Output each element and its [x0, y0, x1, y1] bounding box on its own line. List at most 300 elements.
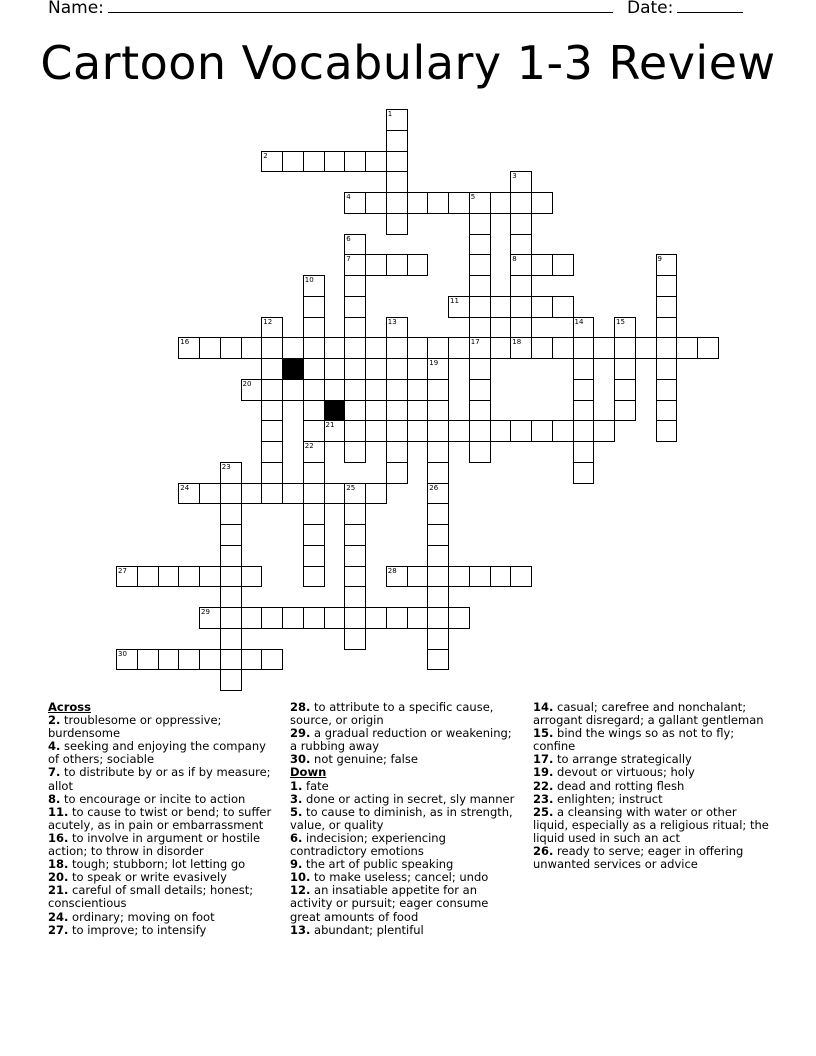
grid-cell[interactable]	[220, 337, 242, 359]
grid-cell[interactable]	[386, 358, 408, 380]
grid-cell[interactable]	[510, 234, 532, 256]
grid-cell[interactable]	[427, 337, 449, 359]
grid-cell[interactable]	[365, 420, 387, 442]
grid-cell[interactable]	[510, 296, 532, 318]
grid-cell[interactable]	[573, 441, 595, 463]
grid-cell[interactable]	[635, 337, 657, 359]
grid-cell[interactable]	[407, 337, 429, 359]
name-line[interactable]	[108, 0, 613, 13]
across-clue	[48, 740, 278, 766]
grid-cell[interactable]	[510, 275, 532, 297]
grid-cell[interactable]	[344, 296, 366, 318]
clue-text: to attribute to a specific cause, source, or origin	[290, 700, 494, 728]
grid-cell[interactable]	[365, 151, 387, 173]
grid-cell[interactable]	[158, 566, 180, 588]
clue-number: 8.	[48, 791, 61, 806]
grid-cell[interactable]	[469, 441, 491, 463]
grid-cell[interactable]	[220, 483, 242, 505]
grid-cell[interactable]	[510, 192, 532, 214]
grid-cell[interactable]	[386, 213, 408, 235]
across-clue	[290, 727, 522, 753]
grid-block	[282, 358, 304, 380]
grid-cell[interactable]	[261, 441, 283, 463]
grid-cell[interactable]	[241, 649, 263, 671]
grid-cell[interactable]	[656, 275, 678, 297]
grid-cell[interactable]	[386, 607, 408, 629]
grid-cell[interactable]	[469, 275, 491, 297]
grid-cell[interactable]	[158, 649, 180, 671]
clue-text: casual; carefree and nonchalant; arrogant disregard; a gallant gentleman	[533, 700, 764, 728]
clue-text: seeking and enjoying the company of others; sociable	[48, 739, 266, 767]
clue-text: to speak or write evasively	[68, 870, 227, 885]
grid-cell[interactable]	[552, 296, 574, 318]
clue-number: 25.	[533, 804, 554, 819]
grid-cell[interactable]	[448, 566, 470, 588]
grid-cell[interactable]	[344, 586, 366, 608]
grid-number: 8	[512, 255, 517, 264]
grid-cell[interactable]	[303, 566, 325, 588]
clue-number: 7.	[48, 765, 61, 780]
clue-text: to arrange strategically	[553, 752, 692, 767]
grid-cell[interactable]	[303, 317, 325, 339]
grid-cell[interactable]	[469, 317, 491, 339]
clue-text: to improve; to intensify	[68, 922, 207, 937]
across-clue	[48, 806, 278, 832]
clue-text: bind the wings so as not to fly; confine	[533, 726, 735, 754]
grid-cell[interactable]	[552, 420, 574, 442]
grid-cell[interactable]	[220, 566, 242, 588]
grid-cell[interactable]	[303, 358, 325, 380]
grid-number: 7	[346, 255, 351, 264]
clue-text: fate	[302, 778, 329, 793]
grid-cell[interactable]	[448, 420, 470, 442]
grid-cell[interactable]	[261, 607, 283, 629]
grid-number: 15	[616, 317, 625, 326]
clue-number: 3.	[290, 791, 303, 806]
grid-cell[interactable]	[407, 566, 429, 588]
grid-cell[interactable]	[427, 649, 449, 671]
grid-cell[interactable]	[199, 649, 221, 671]
clue-text: to cause to twist or bend; to suffer acutely, as in pain or embarrassment	[48, 804, 272, 832]
clue-number: 30.	[290, 752, 311, 767]
grid-cell[interactable]	[448, 337, 470, 359]
grid-cell[interactable]	[365, 379, 387, 401]
grid-cell[interactable]	[490, 192, 512, 214]
grid-cell[interactable]	[344, 607, 366, 629]
clues-col-1	[48, 701, 278, 937]
grid-cell[interactable]	[261, 462, 283, 484]
clue-number: 21.	[48, 883, 69, 898]
grid-cell[interactable]	[220, 669, 242, 691]
clue-text: not genuine; false	[310, 752, 418, 767]
grid-cell[interactable]	[282, 379, 304, 401]
grid-cell[interactable]	[593, 337, 615, 359]
grid-cell[interactable]	[656, 317, 678, 339]
date-field	[627, 0, 743, 18]
grid-cell[interactable]	[241, 607, 263, 629]
grid-cell[interactable]	[427, 441, 449, 463]
grid-cell[interactable]	[344, 358, 366, 380]
down-clue	[290, 806, 522, 832]
grid-cell[interactable]	[386, 337, 408, 359]
grid-cell[interactable]	[427, 628, 449, 650]
clue-text: to distribute by or as if by measure; allot	[48, 765, 271, 793]
grid-number: 19	[429, 359, 439, 367]
clue-number: 10.	[290, 870, 311, 885]
grid-number: 3	[512, 172, 517, 181]
clue-number: 14.	[533, 700, 554, 714]
clue-number: 24.	[48, 909, 69, 924]
clue-number: 11.	[48, 804, 69, 819]
grid-cell[interactable]	[490, 296, 512, 318]
grid-cell[interactable]	[261, 649, 283, 671]
across-clue	[48, 832, 278, 858]
grid-cell[interactable]	[593, 420, 615, 442]
grid-block	[324, 400, 346, 422]
grid-cell[interactable]	[303, 545, 325, 567]
grid-cell[interactable]	[531, 420, 553, 442]
across-clue	[48, 714, 278, 740]
grid-cell[interactable]	[365, 607, 387, 629]
grid-cell[interactable]	[427, 524, 449, 546]
grid-cell[interactable]	[137, 649, 159, 671]
grid-cell[interactable]	[324, 483, 346, 505]
clue-text: troublesome or oppressive; burdensome	[48, 713, 222, 741]
clue-number: 20.	[48, 870, 69, 885]
grid-cell[interactable]	[386, 192, 408, 214]
grid-cell[interactable]	[427, 462, 449, 484]
grid-cell[interactable]	[469, 358, 491, 380]
grid-cell[interactable]	[241, 483, 263, 505]
grid-cell[interactable]	[469, 296, 491, 318]
grid-cell[interactable]	[324, 337, 346, 359]
grid-cell[interactable]	[365, 483, 387, 505]
grid-cell[interactable]	[344, 628, 366, 650]
grid-cell[interactable]	[469, 213, 491, 235]
down-clue	[290, 832, 522, 858]
clue-number: 6.	[290, 830, 303, 845]
grid-cell[interactable]	[241, 566, 263, 588]
grid-number: 5	[470, 193, 476, 201]
clue-text: a gradual reduction or weakening; a rubbing away	[290, 726, 512, 754]
grid-cell[interactable]	[386, 254, 408, 276]
grid-cell[interactable]	[324, 151, 346, 173]
grid-cell[interactable]	[656, 379, 678, 401]
clue-number: 1.	[290, 778, 303, 793]
grid-cell[interactable]	[137, 566, 159, 588]
clue-number: 19.	[533, 765, 554, 780]
grid-cell[interactable]	[365, 192, 387, 214]
clue-text: an insatiable appetite for an activity or pursuit; eager consume great amounts of food	[290, 883, 489, 924]
clue-text: enlighten; instruct	[553, 791, 663, 806]
grid-cell[interactable]	[261, 379, 283, 401]
date-line[interactable]	[677, 0, 743, 13]
grid-cell[interactable]	[344, 524, 366, 546]
grid-cell[interactable]	[427, 400, 449, 422]
grid-cell[interactable]	[178, 649, 200, 671]
date-label: Date:	[627, 0, 674, 18]
grid-cell[interactable]	[510, 420, 532, 442]
grid-number: 9	[657, 255, 662, 264]
grid-cell[interactable]	[469, 420, 491, 442]
grid-cell[interactable]	[427, 420, 449, 442]
grid-cell[interactable]	[427, 607, 449, 629]
grid-cell[interactable]	[656, 358, 678, 380]
grid-number: 17	[470, 338, 480, 347]
grid-cell[interactable]	[303, 607, 325, 629]
clue-number: 17.	[533, 752, 554, 767]
down-clue	[290, 884, 522, 923]
grid-cell[interactable]	[552, 337, 574, 359]
clue-number: 15.	[533, 726, 554, 741]
grid-cell[interactable]	[469, 400, 491, 422]
grid-number: 25	[346, 483, 356, 492]
clue-number: 16.	[48, 830, 69, 845]
down-heading: Down	[290, 765, 327, 780]
clue-number: 12.	[290, 883, 311, 898]
clue-text: to cause to diminish, as in strength, value, or quality	[290, 804, 513, 832]
grid-cell[interactable]	[324, 607, 346, 629]
grid-number: 29	[201, 608, 210, 616]
grid-cell[interactable]	[261, 420, 283, 442]
clue-text: to make useless; cancel; undo	[310, 870, 489, 885]
grid-cell[interactable]	[344, 545, 366, 567]
grid-number: 4	[346, 193, 351, 201]
grid-cell[interactable]	[469, 379, 491, 401]
grid-cell[interactable]	[282, 337, 304, 359]
clue-number: 26.	[533, 844, 554, 859]
clue-number: 28.	[290, 700, 311, 714]
grid-cell[interactable]	[490, 337, 512, 359]
grid-cell[interactable]	[531, 192, 553, 214]
grid-cell[interactable]	[427, 379, 449, 401]
grid-cell[interactable]	[531, 337, 553, 359]
grid-cell[interactable]	[573, 462, 595, 484]
grid-cell[interactable]	[344, 400, 366, 422]
grid-cell[interactable]	[656, 400, 678, 422]
grid-cell[interactable]	[531, 296, 553, 318]
grid-cell[interactable]	[220, 524, 242, 546]
grid-cell[interactable]	[386, 130, 408, 152]
grid-cell[interactable]	[241, 337, 263, 359]
grid-cell[interactable]	[199, 566, 221, 588]
clue-text: indecision; experiencing contradictory emotions	[290, 830, 446, 859]
grid-cell[interactable]	[407, 607, 429, 629]
grid-cell[interactable]	[407, 420, 429, 442]
grid-cell[interactable]	[427, 503, 449, 525]
grid-cell[interactable]	[261, 400, 283, 422]
grid-cell[interactable]	[573, 420, 595, 442]
clues-col-2	[290, 701, 522, 937]
grid-cell[interactable]	[365, 337, 387, 359]
grid-cell[interactable]	[427, 545, 449, 567]
clue-text: ordinary; moving on foot	[68, 909, 215, 924]
grid-cell[interactable]	[448, 192, 470, 214]
grid-cell[interactable]	[344, 317, 366, 339]
grid-cell[interactable]	[282, 607, 304, 629]
grid-cell[interactable]	[344, 151, 366, 173]
across-clue	[48, 766, 278, 792]
grid-number: 21	[325, 421, 335, 430]
across-clue	[290, 701, 522, 727]
grid-cell[interactable]	[407, 254, 429, 276]
grid-cell[interactable]	[261, 358, 283, 380]
grid-number: 26	[429, 483, 439, 492]
grid-number: 22	[304, 442, 314, 450]
grid-cell[interactable]	[303, 420, 325, 442]
grid-cell[interactable]	[676, 337, 698, 359]
grid-number: 14	[574, 317, 584, 326]
clue-number: 13.	[290, 922, 311, 937]
grid-cell[interactable]	[656, 296, 678, 318]
clue-number: 29.	[290, 726, 311, 741]
grid-cell[interactable]	[552, 254, 574, 276]
grid-cell[interactable]	[303, 151, 325, 173]
grid-cell[interactable]	[490, 566, 512, 588]
grid-cell[interactable]	[573, 337, 595, 359]
grid-cell[interactable]	[386, 400, 408, 422]
grid-cell[interactable]	[448, 607, 470, 629]
grid-cell[interactable]	[531, 254, 553, 276]
grid-cell[interactable]	[344, 566, 366, 588]
grid-cell[interactable]	[344, 337, 366, 359]
grid-cell[interactable]	[386, 441, 408, 463]
grid-cell[interactable]	[386, 171, 408, 193]
clue-number: 9.	[290, 857, 303, 872]
grid-number: 23	[221, 462, 231, 471]
clues-col-3	[533, 701, 769, 871]
grid-cell[interactable]	[386, 379, 408, 401]
grid-cell[interactable]	[261, 483, 283, 505]
clue-number: 18.	[48, 857, 69, 872]
grid-cell[interactable]	[427, 566, 449, 588]
clue-number: 27.	[48, 922, 69, 937]
down-clue	[290, 924, 522, 937]
grid-cell[interactable]	[303, 462, 325, 484]
grid-cell[interactable]	[282, 151, 304, 173]
grid-cell[interactable]	[490, 420, 512, 442]
down-clue	[533, 806, 769, 845]
clue-text: careful of small details; honest; conscientious	[48, 883, 254, 911]
grid-cell[interactable]	[656, 420, 678, 442]
grid-number: 27	[118, 566, 127, 575]
grid-cell[interactable]	[510, 566, 532, 588]
grid-cell[interactable]	[407, 379, 429, 401]
grid-cell[interactable]	[427, 192, 449, 214]
grid-cell[interactable]	[261, 337, 283, 359]
grid-number: 1	[387, 110, 393, 118]
grid-cell[interactable]	[220, 545, 242, 567]
grid-cell[interactable]	[427, 586, 449, 608]
grid-number: 10	[304, 276, 314, 284]
across-heading: Across	[48, 700, 91, 714]
grid-cell[interactable]	[697, 337, 719, 359]
grid-cell[interactable]	[344, 379, 366, 401]
grid-cell[interactable]	[220, 586, 242, 608]
grid-number: 11	[450, 296, 459, 305]
grid-cell[interactable]	[469, 234, 491, 256]
grid-cell[interactable]	[365, 254, 387, 276]
clue-text: done or acting in secret, sly manner	[302, 791, 515, 806]
grid-cell[interactable]	[614, 379, 636, 401]
grid-cell[interactable]	[614, 337, 636, 359]
grid-cell[interactable]	[303, 337, 325, 359]
down-clue	[533, 845, 769, 871]
grid-cell[interactable]	[303, 524, 325, 546]
grid-cell[interactable]	[199, 483, 221, 505]
grid-cell[interactable]	[573, 358, 595, 380]
down-clue	[533, 701, 769, 727]
clue-number: 2.	[48, 713, 61, 728]
grid-cell[interactable]	[510, 317, 532, 339]
grid-number: 18	[512, 338, 522, 347]
grid-cell[interactable]	[469, 566, 491, 588]
clue-text: a cleansing with water or other liquid, especially as a religious ritual; the liquid used in such an act	[533, 804, 769, 845]
clue-number: 5.	[290, 804, 303, 819]
grid-cell[interactable]	[344, 420, 366, 442]
grid-number: 6	[346, 234, 351, 243]
clue-text: tough; stubborn; lot letting go	[68, 857, 246, 872]
grid-cell[interactable]	[386, 420, 408, 442]
grid-cell[interactable]	[344, 275, 366, 297]
grid-cell[interactable]	[614, 400, 636, 422]
grid-cell[interactable]	[178, 566, 200, 588]
grid-cell[interactable]	[469, 254, 491, 276]
clue-text: dead and rotting flesh	[553, 778, 685, 793]
clue-text: the art of public speaking	[302, 857, 454, 872]
name-field	[48, 0, 613, 18]
grid-number: 13	[387, 317, 397, 326]
grid-cell[interactable]	[303, 379, 325, 401]
grid-cell[interactable]	[386, 462, 408, 484]
grid-cell[interactable]	[220, 649, 242, 671]
grid-cell[interactable]	[220, 628, 242, 650]
grid-cell[interactable]	[344, 503, 366, 525]
grid-number: 20	[242, 379, 252, 388]
grid-cell[interactable]	[303, 296, 325, 318]
grid-cell[interactable]	[407, 192, 429, 214]
grid-cell[interactable]	[344, 441, 366, 463]
grid-cell[interactable]	[199, 337, 221, 359]
grid-cell[interactable]	[386, 151, 408, 173]
grid-cell[interactable]	[282, 483, 304, 505]
name-label: Name:	[48, 0, 104, 18]
across-clue	[48, 884, 278, 910]
grid-number: 16	[180, 338, 190, 347]
grid-cell[interactable]	[614, 358, 636, 380]
grid-cell[interactable]	[573, 400, 595, 422]
grid-cell[interactable]	[303, 503, 325, 525]
clue-text: abundant; plentiful	[310, 922, 424, 937]
grid-number: 2	[263, 151, 268, 160]
grid-cell[interactable]	[656, 337, 678, 359]
grid-number: 12	[263, 317, 273, 326]
grid-number: 28	[387, 566, 397, 575]
grid-cell[interactable]	[220, 503, 242, 525]
grid-cell[interactable]	[220, 607, 242, 629]
grid-number: 30	[118, 649, 127, 658]
grid-cell[interactable]	[573, 379, 595, 401]
clue-text: to involve in argument or hostile action; to throw in disorder	[48, 830, 261, 859]
grid-cell[interactable]	[303, 400, 325, 422]
grid-cell[interactable]	[324, 379, 346, 401]
across-clue	[48, 924, 278, 937]
grid-cell[interactable]	[510, 213, 532, 235]
page-title: Cartoon Vocabulary 1-3 Review	[40, 36, 776, 90]
clue-number: 23.	[533, 791, 554, 806]
grid-cell[interactable]	[303, 483, 325, 505]
grid-number: 24	[180, 483, 190, 492]
